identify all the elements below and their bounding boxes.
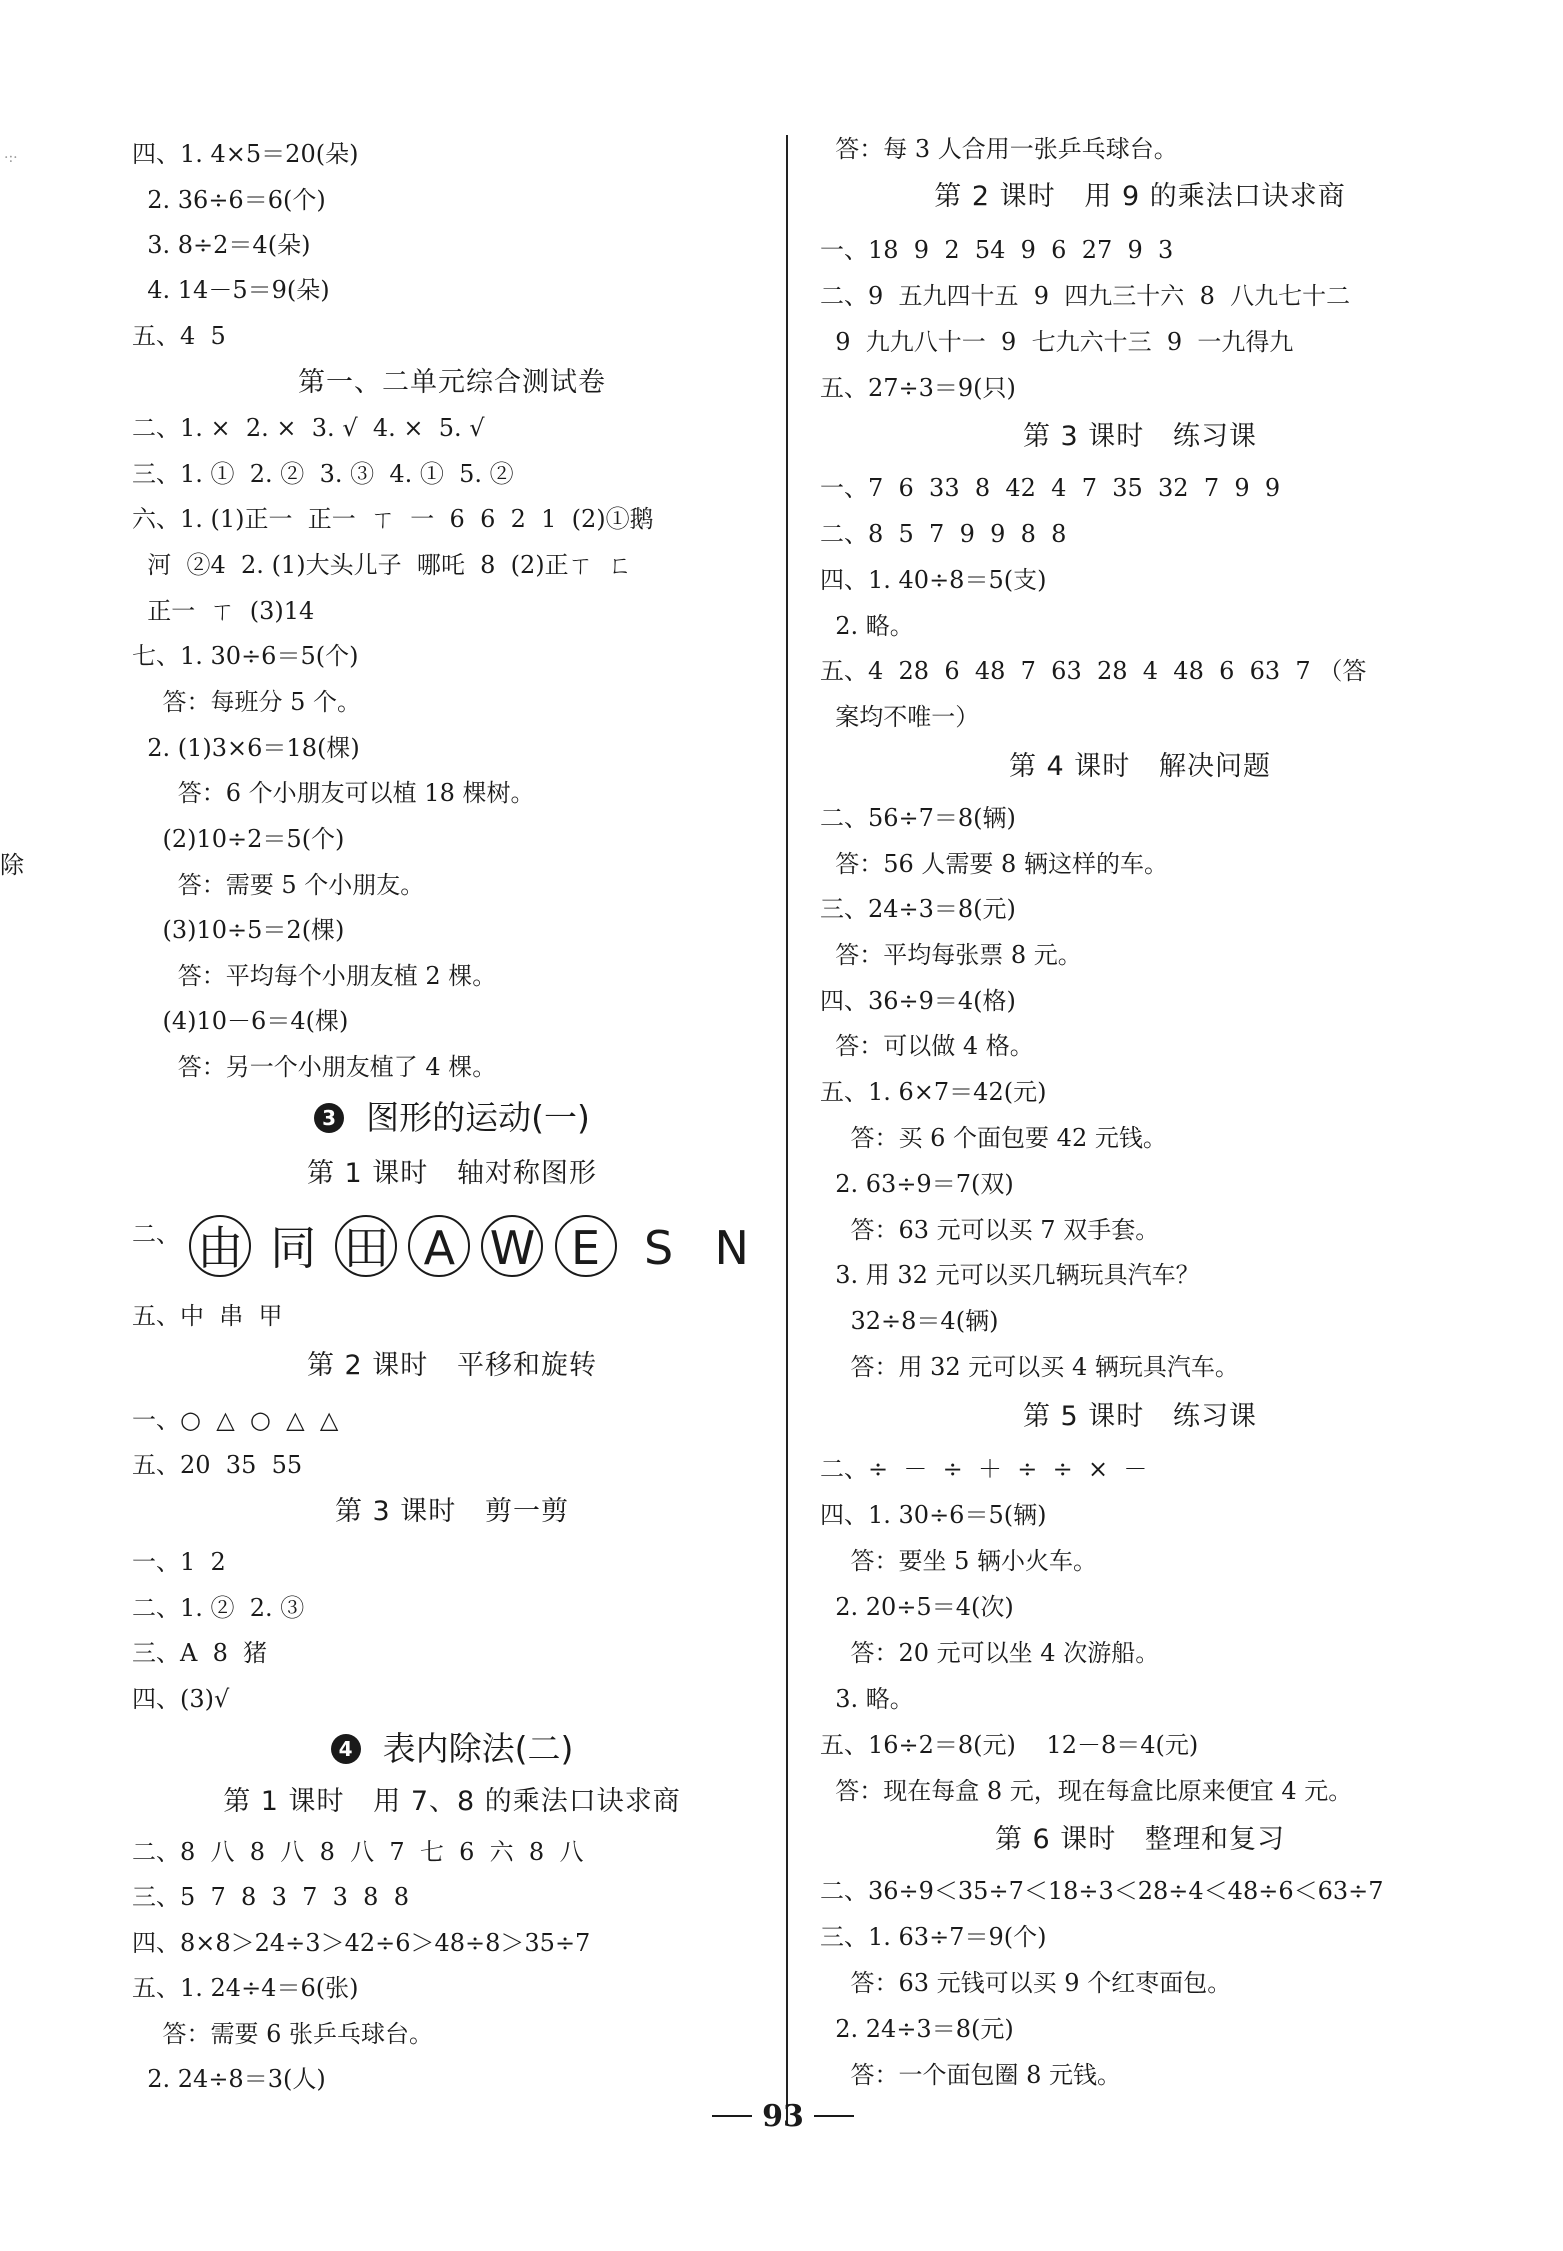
answer-line: 二、36÷9＜35÷7＜18÷3＜28÷4＜48÷6＜63÷7 [820, 1877, 1384, 1905]
page-number [700, 2097, 866, 2137]
circled-letter: 田 [335, 1215, 397, 1277]
answer-line: 答：每班分 5 个。 [132, 688, 362, 716]
answer-line: 2. 24÷3＝8(元) [820, 2015, 1014, 2043]
circled-letter: 由 [189, 1215, 251, 1277]
answer-line: 答：买 6 个面包要 42 元钱。 [820, 1124, 1167, 1152]
unit-number-badge: 4 [331, 1734, 361, 1764]
answer-line: 答：一个面包圈 8 元钱。 [820, 2061, 1122, 2089]
answer-line: 三、5 7 8 3 7 3 8 8 [132, 1883, 409, 1911]
answer-line: (3)10÷5＝2(棵) [132, 916, 345, 944]
section-heading: 第 4 课时 解决问题 [1008, 751, 1272, 782]
answer-line: 五、中 串 甲 [132, 1302, 283, 1330]
answer-line: 答：需要 5 个小朋友。 [132, 871, 425, 899]
circled-letter: A [408, 1215, 470, 1277]
answer-line: 四、36÷9＝4(格) [820, 987, 1016, 1015]
question-prefix: 二、 [132, 1220, 180, 1248]
answer-line: 3. 略。 [820, 1685, 914, 1713]
margin-character: 除 [0, 851, 24, 879]
answer-line: 五、16÷2＝8(元) 12－8＝4(元) [820, 1731, 1199, 1759]
answer-line: 一、○ △ ○ △ △ [132, 1406, 339, 1434]
scan-artifact: ·:· [4, 150, 18, 166]
letter: N [714, 1221, 749, 1275]
answer-line: 四、1. 40÷8＝5(支) [820, 566, 1047, 594]
answer-line: 32÷8＝4(辆) [820, 1307, 999, 1335]
section-heading: 第 2 课时 平移和旋转 [306, 1350, 598, 1381]
answer-line: (2)10÷2＝5(个) [132, 825, 345, 853]
answer-line: 四、1. 4×5＝20(朵) [132, 140, 359, 168]
answer-line: 一、7 6 33 8 42 4 7 35 32 7 9 9 [820, 474, 1281, 502]
answer-line: 2. 36÷6＝6(个) [132, 186, 326, 214]
letter: S [644, 1221, 674, 1275]
answer-line: 三、A 8 猪 [132, 1639, 268, 1667]
section-heading: 第 3 课时 练习课 [1022, 421, 1258, 452]
section-heading: 第 1 课时 轴对称图形 [306, 1158, 598, 1189]
answer-line: 2. 24÷8＝3(人) [132, 2065, 326, 2093]
answer-line: 答：6 个小朋友可以植 18 棵树。 [132, 779, 535, 807]
answer-line: 四、1. 30÷6＝5(辆) [820, 1501, 1047, 1529]
answer-line: 答：可以做 4 格。 [820, 1032, 1034, 1060]
answer-line: 3. 8÷2＝4(朵) [132, 231, 311, 259]
answer-line: 河 ②4 2. (1)大头儿子 哪吒 8 (2)正ㄒ ㄈ [132, 551, 632, 579]
circled-letter: E [555, 1215, 617, 1277]
section-heading: 第 6 课时 整理和复习 [994, 1824, 1286, 1855]
symmetry-letters-row [132, 1215, 769, 1285]
answer-line: 二、9 五九四十五 9 四九三十六 8 八九七十二 [820, 282, 1351, 310]
answer-line: 三、1. ① 2. ② 3. ③ 4. ① 5. ② [132, 460, 514, 488]
answer-line: 答：现在每盒 8 元，现在每盒比原来便宜 4 元。 [820, 1777, 1353, 1805]
answer-line: 五、4 5 [132, 322, 226, 350]
answer-line: (4)10－6＝4(棵) [132, 1007, 349, 1035]
answer-line: 五、4 28 6 48 7 63 28 4 48 6 63 7 （答 [820, 657, 1367, 685]
answer-line: 正一 ㄒ (3)14 [132, 597, 315, 625]
answer-line: 三、24÷3＝8(元) [820, 895, 1016, 923]
answer-line: 二、8 5 7 9 9 8 8 [820, 520, 1067, 548]
answer-line: 答：63 元钱可以买 9 个红枣面包。 [820, 1969, 1232, 1997]
answer-line: 案均不唯一） [820, 703, 980, 731]
answer-line: 答：63 元可以买 7 双手套。 [820, 1216, 1160, 1244]
answer-line: 一、1 2 [132, 1548, 226, 1576]
unit-number-badge: 3 [314, 1103, 344, 1133]
answer-line: 2. 20÷5＝4(次) [820, 1593, 1014, 1621]
answer-line: 二、8 八 8 八 8 八 7 七 6 六 8 八 [132, 1838, 584, 1866]
answer-line: 二、1. × 2. × 3. √ 4. × 5. √ [132, 414, 485, 442]
answer-line: 二、÷ － ÷ ＋ ÷ ÷ × － [820, 1455, 1148, 1483]
answer-line: 答：需要 6 张乒乓球台。 [132, 2020, 434, 2048]
answer-line: 答：每 3 人合用一张乒乓球台。 [820, 135, 1178, 163]
section-heading: 第一、二单元综合测试卷 [298, 367, 606, 398]
left-column [132, 0, 772, 2110]
answer-line: 四、8×8＞24÷3＞42÷6＞48÷8＞35÷7 [132, 1929, 591, 1957]
answer-line: 2. 63÷9＝7(双) [820, 1170, 1014, 1198]
section-heading: 第 3 课时 剪一剪 [334, 1496, 570, 1527]
answer-line: 二、1. ② 2. ③ [132, 1594, 305, 1622]
answer-line: 答：平均每张票 8 元。 [820, 941, 1082, 969]
answer-line: 六、1. (1)正一 正一 ㄒ 一 6 6 2 1 (2)①鹅 [132, 505, 654, 533]
page-number-text: 93 [762, 2099, 804, 2134]
column-divider [786, 135, 788, 2125]
answer-line: 三、1. 63÷7＝9(个) [820, 1923, 1047, 1951]
section-heading: 第 2 课时 用 9 的乘法口诀求商 [934, 181, 1346, 212]
section-heading: 第 1 课时 用 7、8 的乘法口诀求商 [223, 1786, 681, 1817]
circled-letter: W [481, 1215, 543, 1277]
letter: 同 [270, 1221, 317, 1275]
answer-line: 2. 略。 [820, 612, 914, 640]
answer-line: 一、18 9 2 54 9 6 27 9 3 [820, 236, 1174, 264]
unit-4-title [132, 1729, 772, 1769]
answer-line: 答：要坐 5 辆小火车。 [820, 1547, 1098, 1575]
answer-line: 答：20 元可以坐 4 次游船。 [820, 1639, 1160, 1667]
answer-line: 五、1. 24÷4＝6(张) [132, 1974, 359, 2002]
answer-line: 七、1. 30÷6＝5(个) [132, 642, 359, 670]
dash-left [712, 2115, 752, 2117]
right-column [820, 0, 1460, 2110]
answer-line: 2. (1)3×6＝18(棵) [132, 734, 360, 762]
answer-line: 答：用 32 元可以买 4 辆玩具汽车。 [820, 1353, 1239, 1381]
answer-line: 五、1. 6×7＝42(元) [820, 1078, 1047, 1106]
answer-line: 9 九九八十一 9 七九六十三 9 一九得九 [820, 328, 1294, 356]
answer-line: 答：平均每个小朋友植 2 棵。 [132, 962, 497, 990]
answer-line: 五、20 35 55 [132, 1451, 303, 1479]
answer-line: 答：56 人需要 8 辆这样的车。 [820, 850, 1168, 878]
unit-3-title [132, 1098, 772, 1138]
dash-right [814, 2115, 854, 2117]
unit-title-text: 表内除法(二) [382, 1729, 574, 1768]
answer-line: 3. 用 32 元可以买几辆玩具汽车？ [820, 1261, 1200, 1289]
answer-line: 四、(3)√ [132, 1685, 230, 1713]
answer-line: 二、56÷7＝8(辆) [820, 804, 1016, 832]
section-heading: 第 5 课时 练习课 [1022, 1401, 1258, 1432]
answer-line: 答：另一个小朋友植了 4 棵。 [132, 1053, 497, 1081]
answer-line: 五、27÷3＝9(只) [820, 374, 1016, 402]
answer-line: 4. 14－5＝9(朵) [132, 276, 330, 304]
unit-title-text: 图形的运动(一) [366, 1098, 590, 1137]
